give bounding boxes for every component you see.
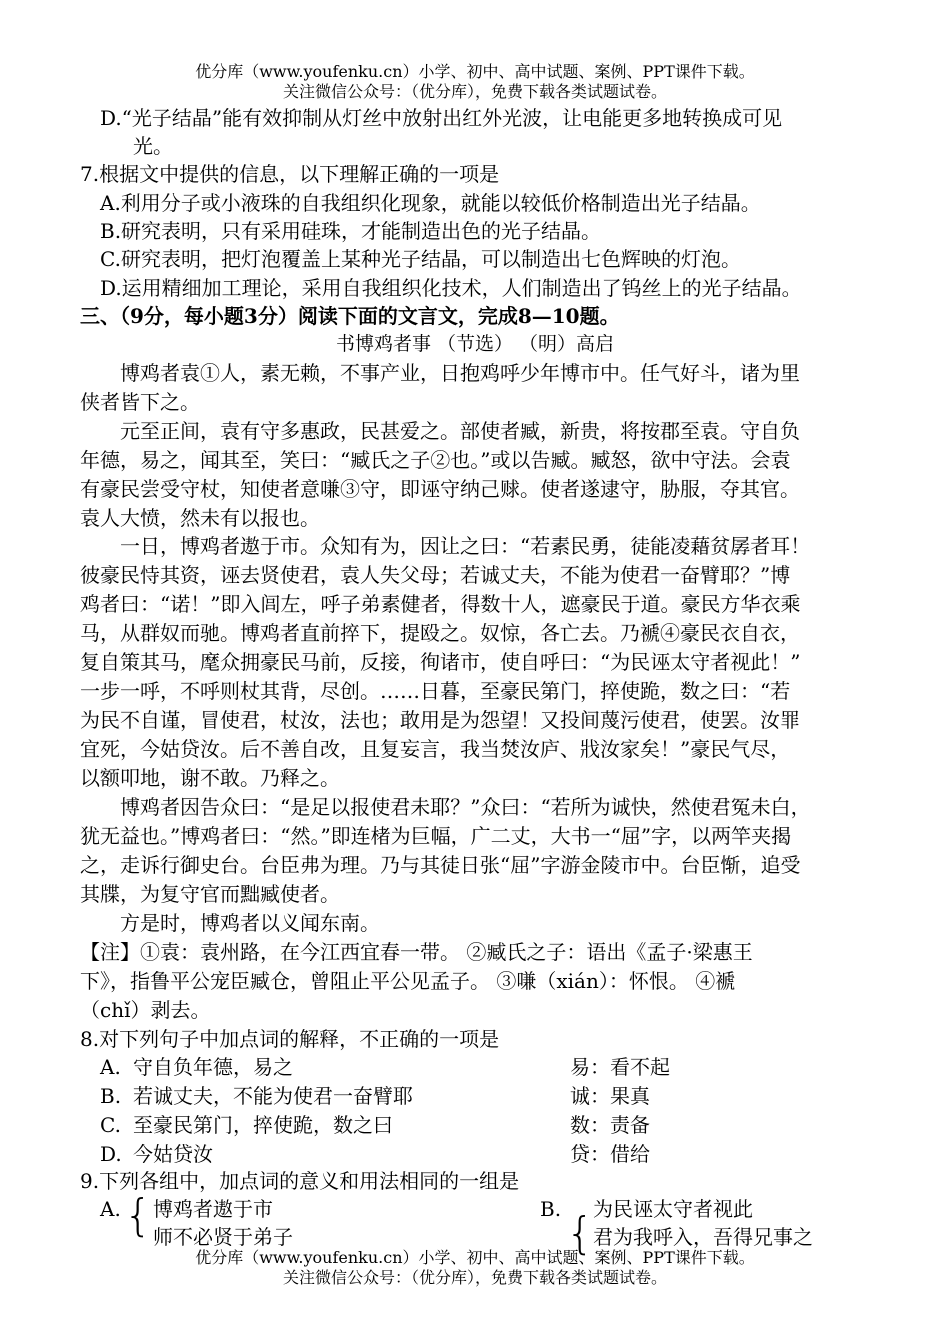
q9-option-a-line1: 博鸡者遨于市 bbox=[153, 1197, 273, 1221]
passage-line: 袁人大愤，然未有以报也。 bbox=[80, 506, 320, 530]
q8-option-label: A. bbox=[100, 1055, 121, 1079]
passage-line: 为民不自谨，冒使君，杖汝，法也；敢用是为怨望！又投间蔑污使君，使罢。汝罪 bbox=[80, 708, 800, 732]
passage-line: 之，走诉行御史台。台臣弗为理。乃与其徒日张“屈”字游金陵市中。台臣惭，追受 bbox=[80, 853, 801, 877]
q7-option-b: B.研究表明，只有采用硅珠，才能制造出色的光子结晶。 bbox=[100, 219, 602, 243]
passage-line: 宜死，今姑贷汝。后不善自改，且复妄言，我当焚汝庐、戕汝家矣！”豪民气尽， bbox=[80, 737, 791, 761]
q8-option-gloss: 易：看不起 bbox=[570, 1055, 670, 1079]
passage-line: 复自策其马，麾众拥豪民马前，反接，徇诸市，使自呼曰：“为民诬太守者视此！” bbox=[80, 650, 801, 674]
q9-option-b-line2: 君为我呼入，吾得兄事之 bbox=[593, 1225, 813, 1249]
passage-line: 鸡者曰：“诺！”即入闾左，呼子弟素健者，得数十人，遮豪民于道。豪民方华衣乘 bbox=[80, 592, 801, 616]
q8-option-label: C. bbox=[100, 1113, 121, 1137]
brace-icon: { bbox=[566, 1208, 594, 1259]
q9-option-b-line1: 为民诬太守者视此 bbox=[593, 1197, 753, 1221]
passage-line: 年德，易之，闻其至，笑曰：“臧氏之子②也。”或以告臧。臧怒，欲中守法。会袁 bbox=[80, 448, 791, 472]
notes-line-3: （chǐ）剥去。 bbox=[80, 998, 211, 1022]
q9-stem: 9.下列各组中，加点词的意义和用法相同的一组是 bbox=[80, 1169, 520, 1193]
q8-option-sentence: 至豪民第门，捽使跪，数之曰 bbox=[133, 1113, 393, 1137]
q7-option-c: C.研究表明，把灯泡覆盖上某种光子结晶，可以制造出七色辉映的灯泡。 bbox=[100, 247, 741, 271]
q9-option-a-line2: 师不必贤于弟子 bbox=[153, 1225, 293, 1249]
q9-option-b-label: B. bbox=[540, 1197, 562, 1221]
q8-stem: 8.对下列句子中加点词的解释，不正确的一项是 bbox=[80, 1027, 500, 1051]
passage-line: 一步一呼，不呼则杖其背，尽创。……日暮，至豪民第门，捽使跪，数之曰：“若 bbox=[80, 679, 791, 703]
q8-option-sentence: 今姑贷汝 bbox=[133, 1142, 213, 1166]
passage-line: 以额叩地，谢不敢。乃释之。 bbox=[80, 766, 340, 790]
q8-option-label: D. bbox=[100, 1142, 122, 1166]
passage-line: 博鸡者袁①人，素无赖，不事产业，日抱鸡呼少年博市中。任气好斗，诸为里 bbox=[120, 361, 800, 385]
section3-heading: 三、（9分，每小题3分）阅读下面的文言文，完成8—10题。 bbox=[80, 304, 620, 328]
q7-stem: 7.根据文中提供的信息，以下理解正确的一项是 bbox=[80, 162, 500, 186]
footer-line-2: 关注微信公众号：（优分库），免费下载各类试题试卷。 bbox=[282, 1268, 667, 1287]
q8-option-gloss: 诚：果真 bbox=[570, 1084, 650, 1108]
brace-icon: { bbox=[124, 1190, 152, 1241]
header-line-1: 优分库（www.youfenku.cn）小学、初中、高中试题、案例、PPT课件下载。 bbox=[195, 62, 755, 81]
notes-line-2: 下》，指鲁平公宠臣臧仓，曾阻止平公见孟子。 ③嗛（xián）：怀恨。 ④褫 bbox=[80, 969, 736, 993]
q7-option-a: A.利用分子或小液珠的自我组织化现象，就能以较低价格制造出光子结晶。 bbox=[100, 191, 761, 215]
footer-line-1: 优分库（www.youfenku.cn）小学、初中、高中试题、案例、PPT课件下载。 bbox=[195, 1248, 755, 1267]
q7-option-d: D.运用精细加工理论，采用自我组织化技术，人们制造出了钨丝上的光子结晶。 bbox=[100, 276, 802, 300]
passage-line: 有豪民尝受守杖，知使者意嗛③守，即诬守纳己赇。使者遂逮守，胁服，夺其官。 bbox=[80, 477, 800, 501]
passage-line: 马，从群奴而驰。博鸡者直前捽下，提殴之。奴惊，各亡去。乃褫④豪民衣自衣， bbox=[80, 621, 800, 645]
q6-option-d-line1: D.“光子结晶”能有效抑制从灯丝中放射出红外光波，让电能更多地转换成可见 bbox=[100, 106, 783, 130]
passage-line: 侠者皆下之。 bbox=[80, 390, 200, 414]
q8-option-gloss: 贷：借给 bbox=[570, 1142, 650, 1166]
passage-line: 其牒，为复守官而黜臧使者。 bbox=[80, 882, 340, 906]
passage-line: 元至正间，袁有守多惠政，民甚爱之。部使者臧，新贵，将按郡至袁。守自负 bbox=[120, 419, 800, 443]
notes-line-1: 【注】①袁：袁州路，在今江西宜春一带。 ②臧氏之子：语出《孟子·梁惠王 bbox=[80, 940, 753, 964]
passage-line: 犹无益也。”博鸡者曰：“然。”即连楮为巨幅，广二丈，大书一“屈”字，以两竿夹揭 bbox=[80, 824, 792, 848]
q8-option-sentence: 若诚丈夫，不能为使君一奋臂耶 bbox=[133, 1084, 413, 1108]
passage-line: 一日，博鸡者遨于市。众知有为，因让之曰：“若素民勇，徒能凌藉贫孱者耳！ bbox=[120, 534, 811, 558]
q9-option-a-label: A. bbox=[100, 1197, 121, 1221]
q8-option-label: B. bbox=[100, 1084, 122, 1108]
passage-line: 方是时，博鸡者以义闻东南。 bbox=[120, 911, 380, 935]
q6-option-d-line2: 光。 bbox=[133, 134, 173, 158]
q8-option-sentence: 守自负年德，易之 bbox=[133, 1055, 293, 1079]
passage-line: 博鸡者因告众曰：“是足以报使君未耶？”众曰：“若所为诚快，然使君冤未白， bbox=[120, 795, 811, 819]
header-line-2: 关注微信公众号：（优分库），免费下载各类试题试卷。 bbox=[282, 82, 667, 101]
passage-line: 彼豪民恃其资，诬去贤使君，袁人失父母；若诚丈夫，不能为使君一奋臂耶？”博 bbox=[80, 563, 791, 587]
q8-option-gloss: 数：责备 bbox=[570, 1113, 650, 1137]
passage-title: 书博鸡者事 （节选） （明）高启 bbox=[335, 333, 615, 355]
